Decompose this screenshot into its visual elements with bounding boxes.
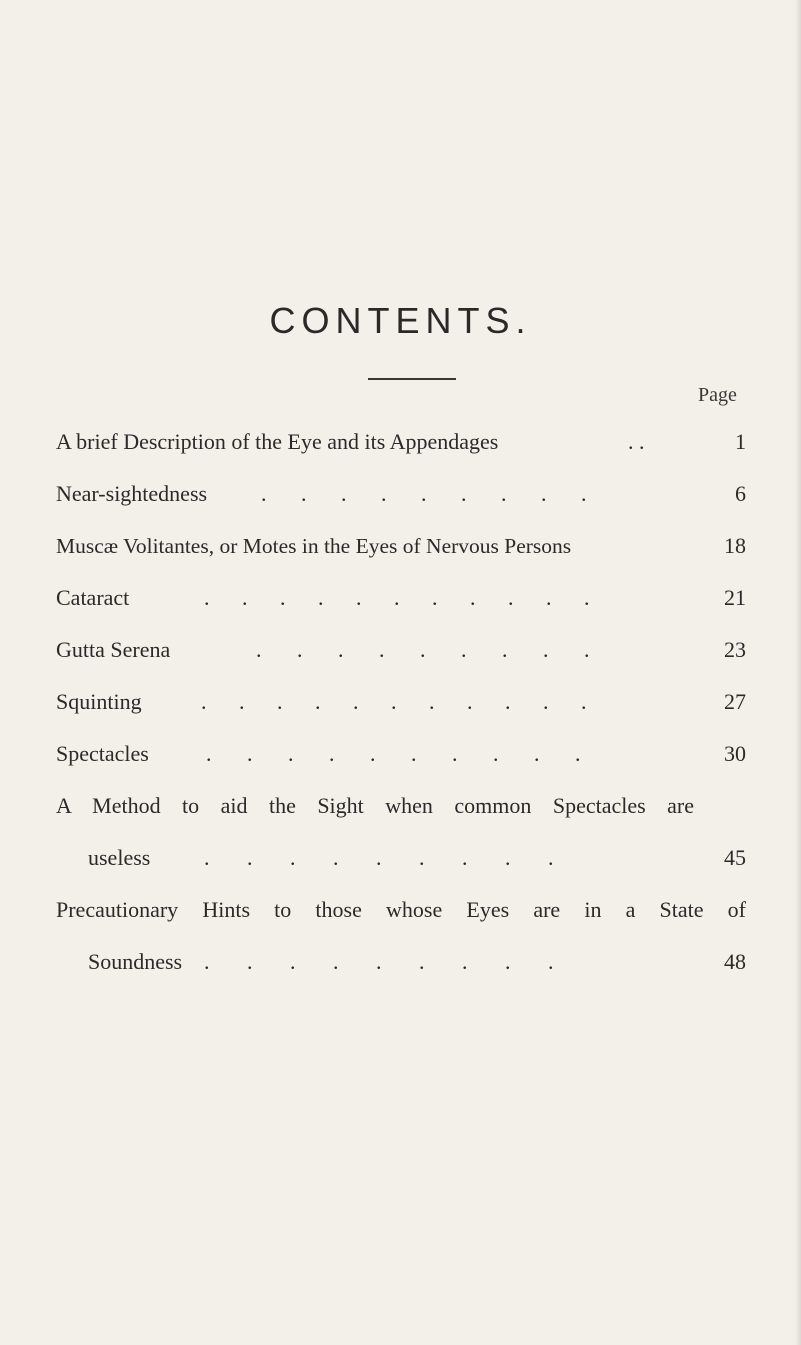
page-column-header: Page (698, 384, 737, 406)
toc-entry-label: Cataract (56, 585, 130, 610)
toc-entry-page: 1 (735, 429, 746, 454)
toc-entry-spectacles (56, 728, 746, 780)
toc-entry-label: A Method to aid the Sight when common Spectacles are (56, 793, 694, 818)
toc-entry-label: Muscæ Volitantes, or Motes in the Eyes of Nervous Persons (56, 534, 572, 558)
toc-entry-precautionary-hints (56, 884, 746, 936)
toc-entry-page: 23 (724, 637, 746, 662)
toc-entry-label: Gutta Serena (56, 637, 171, 662)
toc-entry-leader: . . . . . . . . . . . (201, 689, 587, 714)
toc-entry-squinting (56, 676, 746, 728)
toc-entry-leader: . . (628, 429, 645, 454)
toc-entry-method-to-aid-sight (56, 780, 746, 832)
toc-entry-label: Near-sightedness (56, 481, 208, 506)
toc-entry-useless (56, 832, 746, 884)
title-rule (368, 378, 456, 380)
toc-entry-gutta-serena (56, 624, 746, 676)
toc-entry-label: Soundness (88, 949, 183, 974)
toc-entry-page: 18 (724, 533, 746, 558)
toc-entry-near-sightedness (56, 468, 746, 520)
toc-entry-page: 21 (724, 585, 746, 610)
toc-entry-leader: . . . . . . . . . (204, 949, 554, 974)
toc-entry-page: 45 (724, 845, 746, 870)
page-edge-shadow (795, 0, 801, 1345)
toc-entry-leader: . . . . . . . . . . . (204, 585, 590, 610)
toc-entry-leader: . . . . . . . . . . (206, 741, 581, 766)
toc-entry-page: 30 (724, 741, 746, 766)
toc-entry-description-of-eye (56, 416, 746, 468)
toc-entry-label: Spectacles (56, 741, 149, 766)
toc-entry-leader: . . . . . . . . . (261, 481, 587, 506)
toc-entry-page: 48 (724, 949, 746, 974)
toc-entry-cataract (56, 572, 746, 624)
table-of-contents (56, 416, 746, 988)
toc-entry-label: useless (88, 845, 151, 870)
page-title: CONTENTS. (269, 300, 532, 341)
toc-entry-leader: . . . . . . . . . (256, 637, 590, 662)
toc-entry-page: 6 (735, 481, 746, 506)
toc-entry-label: A brief Description of the Eye and its Appendages (56, 429, 499, 454)
toc-entry-muscae-volitantes (56, 520, 746, 572)
toc-entry-leader: . . . . . . . . . (204, 845, 554, 870)
toc-entry-label: Squinting (56, 689, 142, 714)
toc-entry-label: Precautionary Hints to those whose Eyes are in a State of (56, 897, 746, 922)
toc-entry-page: 27 (724, 689, 746, 714)
toc-entry-soundness (56, 936, 746, 988)
